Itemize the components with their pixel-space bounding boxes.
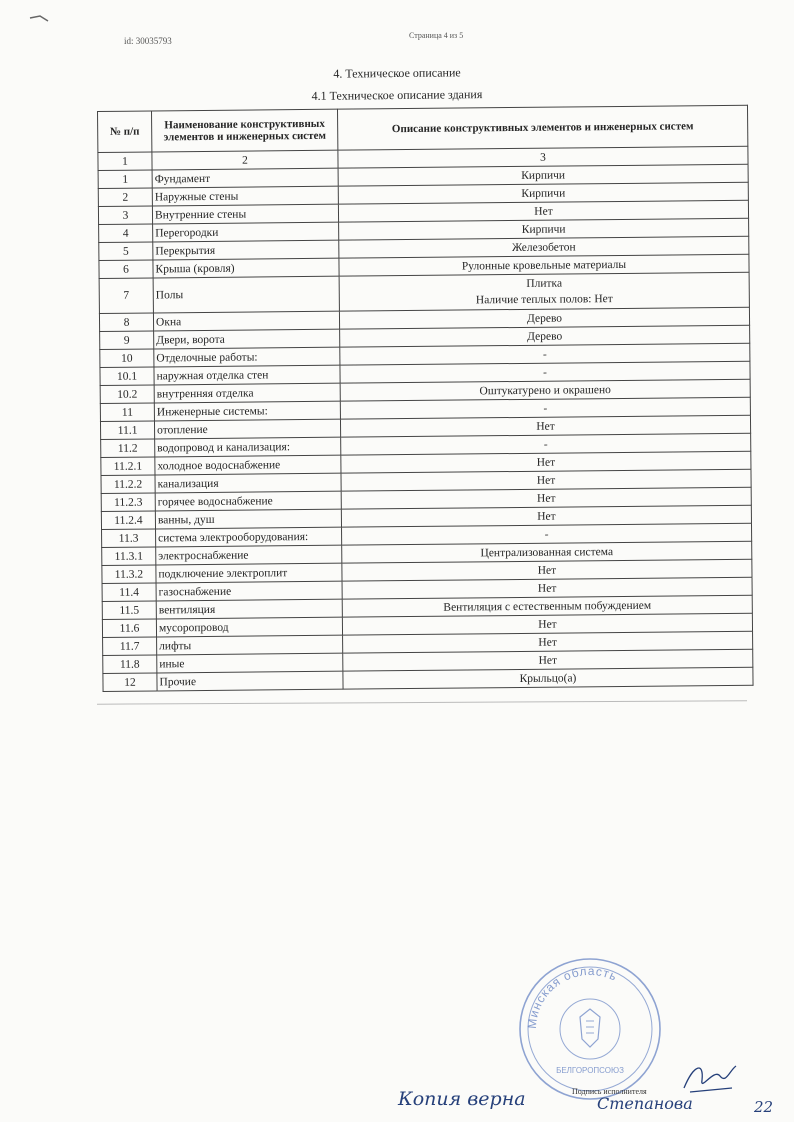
element-description: Железобетон [339,236,749,258]
element-name: иные [157,653,343,673]
element-name: Окна [153,311,339,331]
row-number: 6 [99,260,153,279]
bottom-divider [97,700,747,704]
element-name: лифты [157,635,343,655]
element-name: Двери, ворота [154,329,340,349]
element-description [339,272,749,311]
handwritten-page-number: 22 [754,1098,774,1116]
row-number: 5 [99,242,153,261]
element-description: Вентиляция с естественным побуждением [342,595,752,617]
row-number: 11.6 [102,619,156,638]
signature-label: Подпись исполнителя [572,1087,647,1096]
row-number: 10.2 [100,385,154,404]
technical-description-table-wrapper [97,105,753,692]
element-name: холодное водоснабжение [155,455,341,475]
row-number: 10 [100,349,154,368]
element-name: система электрооборудования: [156,527,342,547]
index-cell: 2 [152,150,338,170]
row-number: 11.8 [103,655,157,674]
row-number: 1 [98,170,152,189]
row-number: 7 [99,278,153,314]
element-name: Отделочные работы: [154,347,340,367]
stamp-inner-text: БЕЛГОРОПСОЮЗ [556,1066,624,1075]
element-name: Перегородки [153,222,339,242]
row-number: 11.3.2 [102,565,156,584]
element-name: Внутренние стены [152,204,338,224]
element-description: - [341,433,751,455]
handwritten-name: Степанова [597,1094,693,1113]
element-description: - [342,523,752,545]
element-name: отопление [154,419,340,439]
row-number: 11.2.3 [101,493,155,512]
element-description: Нет [341,487,751,509]
element-description: Нет [342,577,752,599]
row-number: 11.3 [102,529,156,548]
element-description: Нет [338,200,748,222]
element-name: газоснабжение [156,581,342,601]
element-name: подключение электроплит [156,563,342,583]
table-header-row [98,105,748,152]
element-name: электроснабжение [156,545,342,565]
column-header-description: Описание конструктивных элементов и инженерных систем [337,105,747,150]
row-number: 11.4 [102,583,156,602]
element-description: Нет [343,649,753,671]
element-name: Крыша (кровля) [153,258,339,278]
element-description: Дерево [339,307,749,329]
row-number: 4 [99,224,153,243]
element-description: Нет [340,415,750,437]
element-name: Перекрытия [153,240,339,260]
column-header-number: № п/п [98,111,152,153]
row-number: 8 [99,313,153,332]
element-name: вентиляция [156,599,342,619]
element-description: Нет [341,505,751,527]
element-name: Прочие [157,671,343,691]
element-description: - [340,343,750,365]
element-description: Кирпичи [338,164,748,186]
document-id: id: 30035793 [124,36,172,46]
corner-scan-mark [28,12,62,26]
element-description: Дерево [340,325,750,347]
stamp-outer-text: Минская область [524,963,620,1030]
element-name: внутренняя отделка [154,383,340,403]
element-name: Полы [153,276,339,313]
technical-description-table [97,105,754,692]
element-name: горячее водоснабжение [155,491,341,511]
element-description: Кирпичи [339,218,749,240]
official-stamp [516,955,664,1103]
row-number: 11.2.4 [101,511,155,530]
element-name: наружная отделка стен [154,365,340,385]
element-description: Нет [341,469,751,491]
table-body [98,164,753,691]
subsection-title: 4.1 Техническое описание здания [311,87,483,103]
section-title: 4. Техническое описание [333,65,461,81]
element-name: Фундамент [152,168,338,188]
page-number: Страница 4 из 5 [409,31,464,40]
index-cell: 3 [338,146,748,168]
element-description: Нет [342,613,752,635]
element-description: Крыльцо(а) [343,667,753,689]
element-description: Рулонные кровельные материалы [339,254,749,276]
element-name: Инженерные системы: [154,401,340,421]
element-name: мусоропровод [156,617,342,637]
index-cell: 1 [98,152,152,171]
element-description: Нет [343,631,753,653]
row-number: 11.2 [101,439,155,458]
svg-text:Минская область [525,964,620,1029]
row-number: 11.3.1 [102,547,156,566]
row-number: 11.1 [100,421,154,440]
description-line: Плитка [526,277,563,290]
element-name: водопровод и канализация: [155,437,341,457]
row-number: 12 [103,673,157,692]
row-number: 11.7 [103,637,157,656]
element-name: ванны, душ [155,509,341,529]
description-line: Наличие теплых полов: Нет [475,293,613,307]
row-number: 11.2.2 [101,475,155,494]
row-number: 9 [100,331,154,350]
element-description: - [340,361,750,383]
element-description: Нет [341,451,751,473]
element-description: Оштукатурено и окрашено [340,379,750,401]
element-description: Централизованная система [342,541,752,563]
element-description: - [340,397,750,419]
row-number: 3 [98,206,152,225]
element-name: Наружные стены [152,186,338,206]
row-number: 11 [100,403,154,422]
element-name: канализация [155,473,341,493]
handwritten-signature [680,1058,740,1098]
handwritten-copy-note: Копия верна [398,1088,526,1110]
row-number: 11.2.1 [101,457,155,476]
column-header-name: Наименование конструктивных элементов и инженерных систем [152,109,338,152]
row-number: 10.1 [100,367,154,386]
element-description: Кирпичи [338,182,748,204]
row-number: 2 [98,188,152,207]
row-number: 11.5 [102,601,156,620]
element-description: Нет [342,559,752,581]
